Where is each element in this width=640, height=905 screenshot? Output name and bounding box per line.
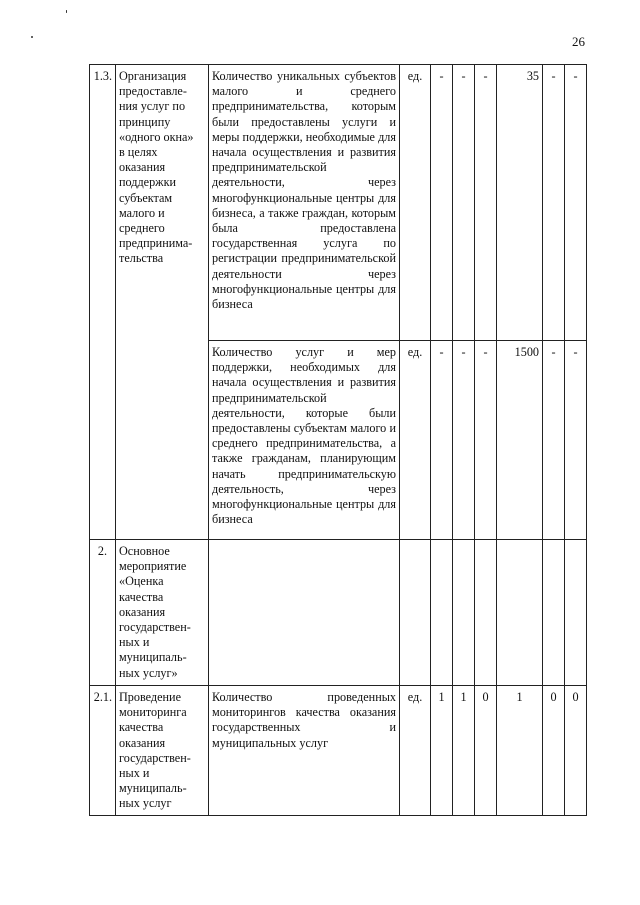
value-cell: - xyxy=(453,341,475,540)
value-cell: - xyxy=(431,65,453,341)
indicator-text xyxy=(209,540,400,686)
value-cell xyxy=(431,540,453,686)
table-row xyxy=(90,686,587,816)
unit-cell: ед. xyxy=(400,686,431,816)
scan-speck xyxy=(31,36,33,38)
value-cell: - xyxy=(565,341,587,540)
value-cell xyxy=(453,540,475,686)
page-number: 26 xyxy=(572,34,585,49)
table-row xyxy=(90,540,587,686)
activity-name: Проведение мониторинга качества оказания государствен- ных и муниципаль- ных услуг xyxy=(116,686,209,816)
indicator-text: Количество услуг и мер поддержки, необходимых для начала осуществления и развития предпринимательской деятельности, которые были предоставлены субъектам малого и среднего предпринимательства, а также гражданам, планирующим начать предпринимательскую деятельность, через многофункциональные центры для бизнеса xyxy=(209,341,400,540)
table-row xyxy=(90,65,587,341)
value-cell: - xyxy=(543,341,565,540)
activity-name: Основное мероприятие «Оценка качества оказания государствен- ных и муниципаль- ных услуг» xyxy=(116,540,209,686)
value-cell: - xyxy=(475,65,497,341)
unit-cell: ед. xyxy=(400,341,431,540)
scan-speck xyxy=(66,10,67,13)
value-cell: 0 xyxy=(565,686,587,816)
value-cell xyxy=(497,540,543,686)
indicator-text: Количество уникальных субъектов малого и среднего предпринимательства, которым были предоставлены услуги и меры поддержки, необходимые для начала осуществления и развития предпринимательской деятельности, через многофункциональные центры для бизнеса, а также граждан, которым была предоставлена государственная услуга по регистрации предпринимательской деятельности через многофункциональные центры для бизнеса xyxy=(209,65,400,341)
program-activities-table xyxy=(89,64,587,816)
value-cell: 35 xyxy=(497,65,543,341)
value-cell: 1 xyxy=(431,686,453,816)
activity-name: Организация предоставле- ния услуг по принципу «одного окна» в целях оказания поддержки субъектам малого и среднего предпринима- тельства xyxy=(116,65,209,540)
row-number: 1.3. xyxy=(90,65,116,540)
value-cell: 1500 xyxy=(497,341,543,540)
unit-cell: ед. xyxy=(400,65,431,341)
row-number: 2. xyxy=(90,540,116,686)
row-number: 2.1. xyxy=(90,686,116,816)
indicator-text: Количество проведенных мониторингов качества оказания государственных и муниципальных услуг xyxy=(209,686,400,816)
value-cell xyxy=(565,540,587,686)
value-cell: 1 xyxy=(453,686,475,816)
value-cell xyxy=(475,540,497,686)
unit-cell xyxy=(400,540,431,686)
value-cell: - xyxy=(453,65,475,341)
value-cell: - xyxy=(475,341,497,540)
value-cell: - xyxy=(565,65,587,341)
value-cell: - xyxy=(543,65,565,341)
value-cell: - xyxy=(431,341,453,540)
value-cell: 1 xyxy=(497,686,543,816)
value-cell xyxy=(543,540,565,686)
value-cell: 0 xyxy=(475,686,497,816)
value-cell: 0 xyxy=(543,686,565,816)
